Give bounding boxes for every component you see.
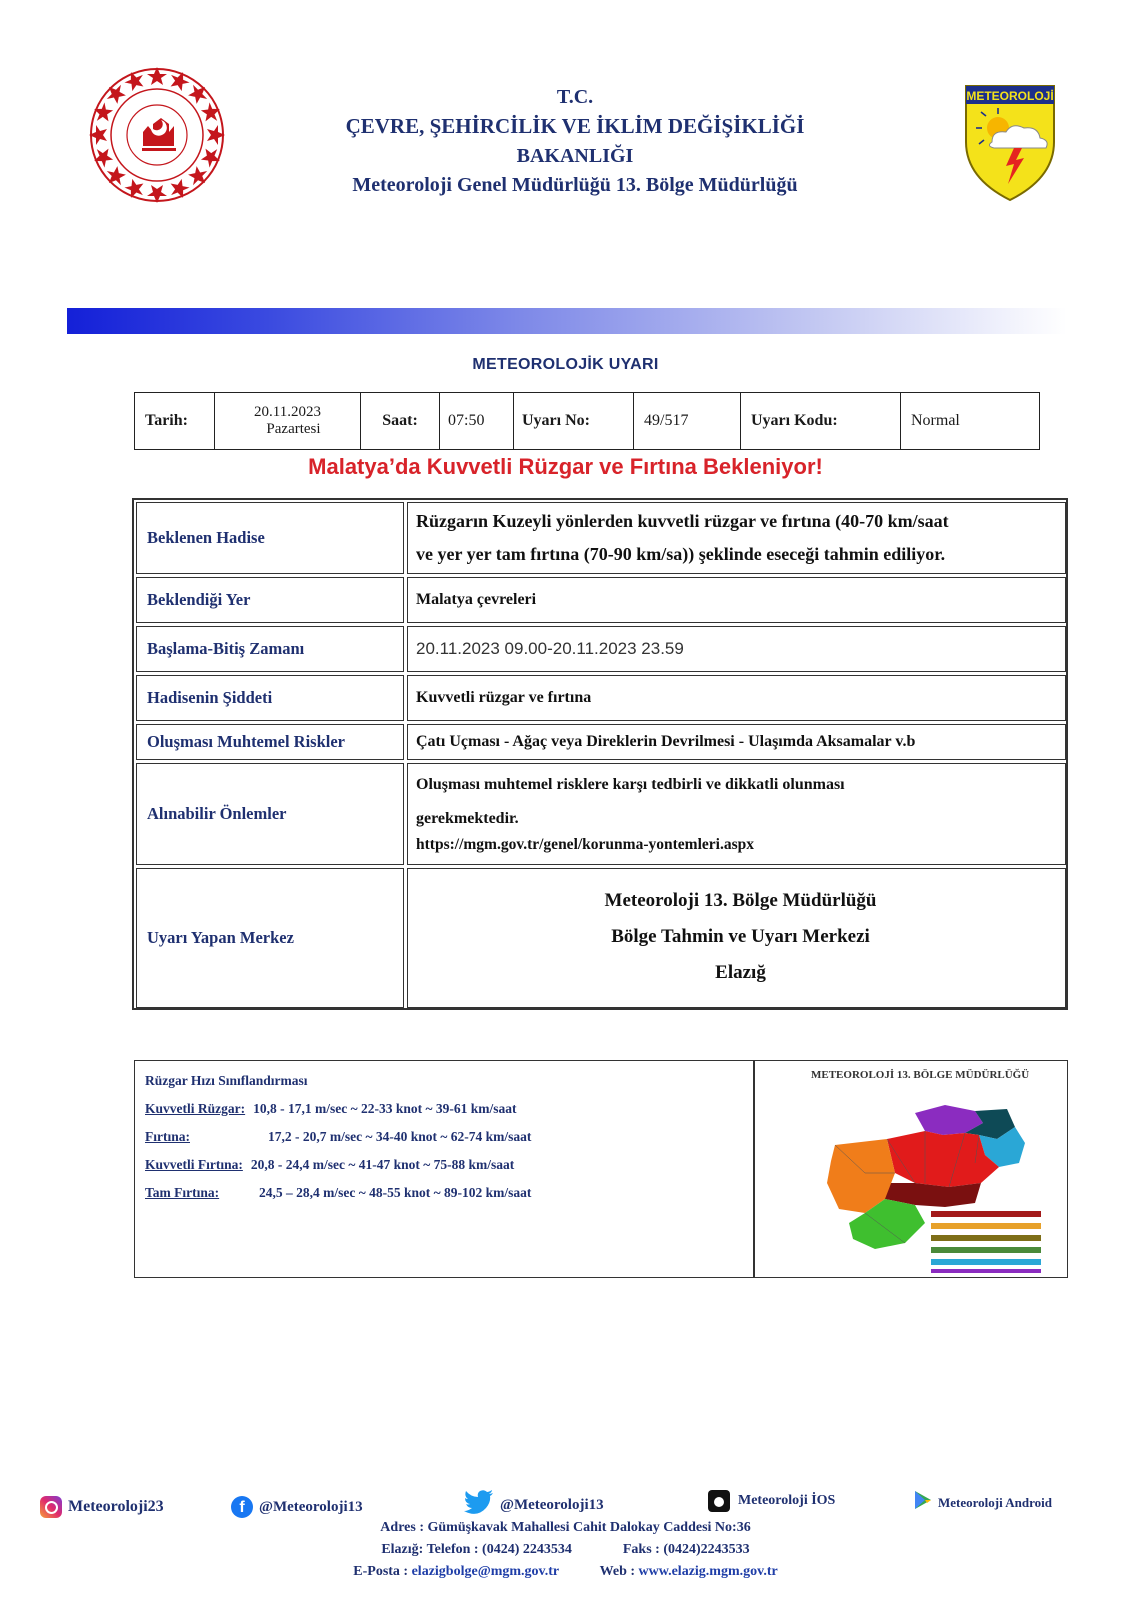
twitter-icon xyxy=(464,1490,494,1521)
row-onlemler xyxy=(134,763,1066,865)
merkez-line2: Bölge Tahmin ve Uyarı Merkezi xyxy=(611,926,870,947)
row-beklenen-hadise xyxy=(134,502,1066,574)
web-link[interactable]: www.elazig.mgm.gov.tr xyxy=(638,1564,778,1579)
baslama-bitis-value: 20.11.2023 09.00-20.11.2023 23.59 xyxy=(407,626,1066,672)
document-title: METEOROLOJİK UYARI xyxy=(472,356,659,373)
uyari-no-value: 49/517 xyxy=(634,393,741,449)
uyari-kodu-label: Uyarı Kodu: xyxy=(741,393,901,449)
apple-icon xyxy=(708,1490,730,1512)
tarih-label: Tarih: xyxy=(135,393,215,449)
header-directorate: Meteoroloji Genel Müdürlüğü 13. Bölge Müdürlüğü xyxy=(352,174,798,196)
ministry-seal-logo xyxy=(88,66,226,204)
merkez-line3: Elazığ xyxy=(715,962,766,983)
uyari-no-label: Uyarı No: xyxy=(514,393,634,449)
android-app-link[interactable] xyxy=(914,1490,1052,1515)
footer-phone: Elazığ: Telefon : (0424) 2243534 xyxy=(381,1542,572,1557)
facebook-link[interactable] xyxy=(231,1496,363,1518)
row-beklendigi-yer xyxy=(134,577,1066,623)
merkez-label: Uyarı Yapan Merkez xyxy=(136,868,404,1008)
google-play-icon xyxy=(914,1490,932,1515)
siddet-label: Hadisenin Şiddeti xyxy=(136,675,404,721)
svg-text:METEOROLOJİ: METEOROLOJİ xyxy=(966,89,1054,103)
onlemler-line1: Oluşması muhtemel risklere karşı tedbirli ve dikkatli olunması xyxy=(416,776,845,793)
baslama-bitis-label: Başlama-Bitiş Zamanı xyxy=(136,626,404,672)
saat-label: Saat: xyxy=(361,393,440,449)
region-map-image xyxy=(775,1083,1055,1273)
header-gradient-bar xyxy=(67,308,1067,334)
wind-row-tam-firtina xyxy=(145,1185,531,1201)
wind-name: Tam Fırtına: xyxy=(145,1185,220,1200)
web-label: Web : xyxy=(599,1564,639,1579)
header-ministry-line2: BAKANLIĞI xyxy=(516,145,634,167)
beklenen-hadise-value xyxy=(407,502,1066,574)
beklenen-hadise-line1: Rüzgarın Kuzeyli yönlerden kuvvetli rüzgar ve fırtına (40-70 km/saat xyxy=(416,511,949,531)
wind-row-firtina xyxy=(145,1129,531,1145)
meteoroloji-shield-logo xyxy=(962,82,1058,204)
region-map-title: METEOROLOJİ 13. BÖLGE MÜDÜRLÜĞÜ xyxy=(811,1069,1030,1081)
saat-value: 07:50 xyxy=(440,393,514,449)
wind-title: Rüzgar Hızı Sınıflandırması xyxy=(145,1073,308,1088)
ios-app-link[interactable] xyxy=(708,1490,835,1512)
siddet-value: Kuvvetli rüzgar ve fırtına xyxy=(407,675,1066,721)
warning-info-table xyxy=(134,392,1040,450)
riskler-value: Çatı Uçması - Ağaç veya Direklerin Devrilmesi - Ulaşımda Aksamalar v.b xyxy=(407,724,1066,760)
tarih-day: Pazartesi xyxy=(266,421,321,437)
wind-classification-box xyxy=(134,1060,1068,1278)
onlemler-label: Alınabilir Önlemler xyxy=(136,763,404,865)
facebook-handle: @Meteoroloji13 xyxy=(259,1498,363,1515)
email-link[interactable]: elazigbolge@mgm.gov.tr xyxy=(411,1564,559,1579)
twitter-handle: @Meteoroloji13 xyxy=(500,1497,604,1513)
riskler-label: Oluşması Muhtemel Riskler xyxy=(136,724,404,760)
ios-label: Meteoroloji İOS xyxy=(738,1493,836,1508)
android-label: Meteoroloji Android xyxy=(938,1494,1052,1510)
wind-name: Kuvvetli Fırtına: xyxy=(145,1157,243,1172)
facebook-icon: f xyxy=(231,1496,253,1518)
header-tc: T.C. xyxy=(556,86,594,108)
wind-value: 10,8 - 17,1 m/sec ~ 22-33 knot ~ 39-61 km/saat xyxy=(253,1101,517,1116)
instagram-icon xyxy=(40,1496,62,1518)
wind-value: 17,2 - 20,7 m/sec ~ 34-40 knot ~ 62-74 km/saat xyxy=(268,1129,532,1144)
wind-box-divider xyxy=(753,1061,755,1277)
beklendigi-yer-value: Malatya çevreleri xyxy=(407,577,1066,623)
footer-email-web xyxy=(0,1564,1131,1580)
beklenen-hadise-line2: ve yer yer tam fırtına (70-90 km/sa)) şeklinde eseceği tahmin ediliyor. xyxy=(416,544,946,564)
onlemler-line2: gerekmektedir. xyxy=(416,810,519,827)
beklenen-hadise-label: Beklenen Hadise xyxy=(136,502,404,574)
wind-row-kuvvetli-firtina xyxy=(145,1157,514,1173)
row-riskler xyxy=(134,724,1066,760)
row-baslama-bitis xyxy=(134,626,1066,672)
beklendigi-yer-label: Beklendiği Yer xyxy=(136,577,404,623)
merkez-value xyxy=(407,868,1066,1008)
onlemler-value xyxy=(407,763,1066,865)
footer-fax: Faks : (0424)2243533 xyxy=(622,1542,750,1557)
uyari-kodu-value: Normal xyxy=(911,412,960,429)
tarih-value: 20.11.2023 xyxy=(254,404,321,420)
email-label: E-Posta : xyxy=(353,1564,412,1579)
warning-headline: Malatya’da Kuvvetli Rüzgar ve Fırtına Bekleniyor! xyxy=(308,454,823,479)
korunma-link[interactable]: https://mgm.gov.tr/genel/korunma-yontemleri.aspx xyxy=(416,836,754,853)
footer-phone-fax xyxy=(0,1542,1131,1558)
row-siddet xyxy=(134,675,1066,721)
wind-row-kuvvetli-ruzgar xyxy=(145,1101,517,1117)
instagram-handle: Meteoroloji23 xyxy=(68,1498,164,1515)
wind-value: 24,5 – 28,4 m/sec ~ 48-55 knot ~ 89-102 km/saat xyxy=(259,1185,532,1200)
header-ministry-line1: ÇEVRE, ŞEHİRCİLİK VE İKLİM DEĞİŞİKLİĞİ xyxy=(345,114,805,138)
instagram-link[interactable] xyxy=(40,1496,164,1518)
merkez-line1: Meteoroloji 13. Bölge Müdürlüğü xyxy=(604,890,877,911)
wind-value: 20,8 - 24,4 m/sec ~ 41-47 knot ~ 75-88 km/saat xyxy=(250,1157,515,1172)
wind-name: Fırtına: xyxy=(145,1129,190,1144)
warning-details-table xyxy=(132,498,1068,1010)
tarih-cell xyxy=(215,393,361,449)
row-merkez xyxy=(134,868,1066,1008)
footer-address: Adres : Gümüşkavak Mahallesi Cahit Dalokay Caddesi No:36 xyxy=(380,1520,751,1535)
twitter-link[interactable] xyxy=(464,1490,604,1521)
wind-name: Kuvvetli Rüzgar: xyxy=(145,1101,246,1116)
